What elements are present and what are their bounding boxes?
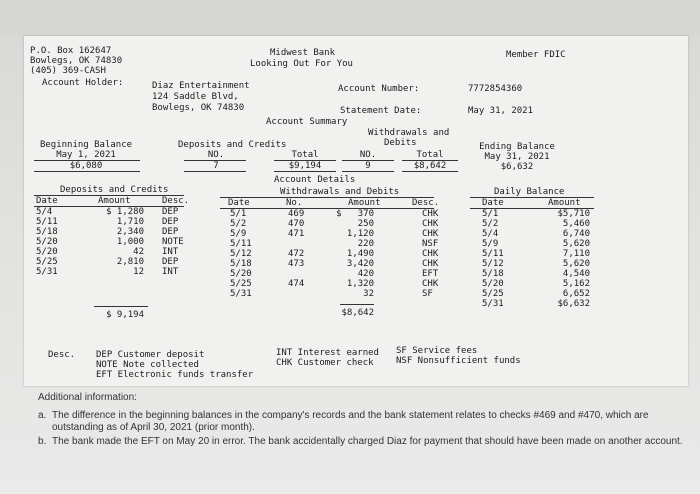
daily-amount-cell: $6,632 — [557, 299, 590, 309]
ending-balance-amount: $6,632 — [500, 162, 534, 172]
bank-address-line2: Bowlegs, OK 74830 — [30, 56, 123, 66]
dep-date-cell: 5/25 — [36, 257, 58, 267]
wd-date-cell: 5/9 — [230, 229, 247, 239]
account-number-label: Account Number: — [338, 84, 420, 94]
dep-desc-cell: DEP — [162, 257, 179, 267]
wd-date-cell: 5/31 — [230, 289, 252, 299]
wd-amount-cell: 3,420 — [346, 259, 374, 269]
wd-no-cell — [288, 239, 318, 249]
legend-eft: EFT Electronic funds transfer — [96, 370, 254, 380]
wd-header-desc: Desc. — [412, 198, 440, 208]
wd-amount-cell: 250 — [357, 219, 374, 229]
wd-no-cell: 472 — [288, 249, 305, 259]
dep-amount-cell: 2,340 — [116, 227, 144, 237]
dep-amount-column — [84, 207, 144, 277]
wd-amount-column — [324, 209, 374, 299]
dep-amount-cell: 1,000 — [116, 237, 144, 247]
daily-date-column — [482, 209, 522, 309]
legend-note: NOTE Note collected — [96, 360, 199, 370]
deposits-details-title: Deposits and Credits — [60, 185, 169, 195]
dep-header-desc: Desc. — [162, 196, 190, 206]
wd-desc-cell: CHK — [422, 279, 439, 289]
wd-desc-cell: CHK — [422, 229, 439, 239]
wd-desc-column — [422, 209, 452, 299]
wd-no-cell — [288, 289, 318, 299]
dep-header-date: Date — [36, 196, 58, 206]
dep-date-cell: 5/20 — [36, 247, 58, 257]
dep-date-cell: 5/4 — [36, 207, 53, 217]
details-title: Account Details — [274, 175, 356, 185]
wd-desc-cell: CHK — [422, 259, 439, 269]
ending-balance-date: May 31, 2021 — [484, 152, 550, 162]
item-b-text: The bank made the EFT on May 20 in error. The bank accidentally charged Diaz for payment that should have been made on another account. — [52, 436, 683, 447]
wd-amount-cell: 32 — [363, 289, 374, 299]
wd-no-cell: 471 — [288, 229, 305, 239]
bank-name: Midwest Bank — [270, 48, 336, 58]
withdrawals-summary-label2: Debits — [384, 138, 417, 148]
wd-amount-cell: $ 370 — [336, 209, 374, 219]
holder-street: 124 Saddle Blvd, — [152, 92, 239, 102]
account-number: 7772854360 — [468, 84, 523, 94]
ending-balance-label: Ending Balance — [479, 142, 555, 152]
daily-date-cell: 5/1 — [482, 209, 499, 219]
daily-amount-cell: 5,460 — [562, 219, 590, 229]
withdrawals-no-line2 — [342, 171, 394, 172]
wd-no-cell: 473 — [288, 259, 305, 269]
item-a-key: a. — [38, 410, 47, 421]
wd-amount-cell: 1,320 — [346, 279, 374, 289]
wd-desc-cell: EFT — [422, 269, 439, 279]
withdrawals-no: 9 — [365, 161, 371, 171]
dep-desc-cell: NOTE — [162, 237, 184, 247]
daily-amount-column — [534, 209, 590, 309]
legend-nsf: NSF Nonsufficient funds — [396, 356, 521, 366]
wd-desc-cell: CHK — [422, 249, 439, 259]
wd-header-amount: Amount — [348, 198, 381, 208]
deposits-no-line2 — [184, 171, 246, 172]
beginning-balance-label: Beginning Balance — [39, 140, 133, 150]
holder-city: Bowlegs, OK 74830 — [152, 103, 245, 113]
dep-desc-cell: INT — [162, 267, 179, 277]
wd-amount-cell: 220 — [357, 239, 374, 249]
daily-amount-cell: 5,620 — [562, 239, 590, 249]
wd-amount-cell: 1,120 — [346, 229, 374, 239]
dep-amount-cell: 1,710 — [116, 217, 144, 227]
wd-date-cell: 5/11 — [230, 239, 252, 249]
additional-information — [24, 392, 688, 448]
wd-desc-cell: CHK — [422, 219, 439, 229]
statement-date-label: Statement Date: — [340, 106, 422, 116]
withdrawals-no-label: NO. — [359, 150, 377, 160]
wd-desc-cell: NSF — [422, 239, 439, 249]
wd-no-cell: 474 — [288, 279, 305, 289]
daily-date-cell: 5/25 — [482, 289, 504, 299]
daily-amount-cell: 7,110 — [562, 249, 590, 259]
dep-date-cell: 5/20 — [36, 237, 58, 247]
item-a-text: The difference in the beginning balances in the company's records and the bank statement relates to checks #469 and #470, which are outstanding as of April 30, 2021 (prior month). — [52, 410, 649, 433]
bank-tagline: Looking Out For You — [250, 59, 353, 69]
legend-label: Desc. — [48, 350, 76, 360]
daily-amount-cell: 6,652 — [562, 289, 590, 299]
dep-desc-cell: DEP — [162, 217, 179, 227]
beginning-underline2 — [34, 171, 140, 172]
daily-amount-cell: $5,710 — [557, 209, 590, 219]
legend-dep: DEP Customer deposit — [96, 350, 205, 360]
withdrawals-summary-label: Withdrawals and — [368, 128, 450, 138]
wd-desc-cell: SF — [422, 289, 433, 299]
statement-date: May 31, 2021 — [468, 106, 534, 116]
dep-desc-cell: DEP — [162, 227, 179, 237]
legend-chk: CHK Customer check — [276, 358, 374, 368]
wd-header-no: No. — [286, 198, 303, 208]
dep-amount-cell: 12 — [133, 267, 144, 277]
wd-date-cell: 5/25 — [230, 279, 252, 289]
dep-total-line — [94, 306, 148, 307]
wd-date-column — [230, 209, 270, 299]
withdrawals-total-line2 — [402, 171, 458, 172]
dep-amount-cell: 2,810 — [116, 257, 144, 267]
daily-amount-cell: 5,162 — [562, 279, 590, 289]
deposits-total-line2 — [274, 171, 336, 172]
additional-heading: Additional information: — [38, 392, 137, 403]
dep-date-cell: 5/31 — [36, 267, 58, 277]
fdic-label: Member FDIC — [506, 50, 566, 60]
daily-date-cell: 5/12 — [482, 259, 504, 269]
deposits-no-label: NO. — [207, 150, 225, 160]
wd-desc-cell: CHK — [422, 209, 439, 219]
bank-phone: (405) 369-CASH — [30, 66, 106, 76]
daily-amount-cell: 5,620 — [562, 259, 590, 269]
daily-date-cell: 5/31 — [482, 299, 504, 309]
wd-date-cell: 5/12 — [230, 249, 252, 259]
dep-date-cell: 5/18 — [36, 227, 58, 237]
dep-header-amount: Amount — [98, 196, 131, 206]
withdrawals-header-line — [220, 197, 434, 198]
dep-amount-cell: $ 1,280 — [106, 207, 144, 217]
daily-date-cell: 5/9 — [482, 239, 499, 249]
wd-date-cell: 5/2 — [230, 219, 247, 229]
wd-no-cell — [288, 269, 318, 279]
bank-address-line1: P.O. Box 162647 — [30, 46, 112, 56]
daily-date-cell: 5/11 — [482, 249, 504, 259]
wd-no-cell: 469 — [288, 209, 305, 219]
summary-title: Account Summary — [266, 117, 348, 127]
bank-statement — [24, 36, 688, 386]
item-b-key: b. — [38, 436, 47, 447]
wd-date-cell: 5/18 — [230, 259, 252, 269]
top-edge — [0, 0, 700, 36]
dep-desc-cell: DEP — [162, 207, 179, 217]
daily-date-cell: 5/20 — [482, 279, 504, 289]
dep-date-column — [36, 207, 76, 277]
withdrawals-total: $8,642 — [413, 161, 447, 171]
withdrawals-details-title: Withdrawals and Debits — [280, 187, 400, 197]
deposits-total-label: Total — [291, 150, 319, 160]
account-holder-label: Account Holder: — [42, 78, 124, 88]
wd-no-cell: 470 — [288, 219, 305, 229]
wd-total: $8,642 — [341, 308, 374, 318]
daily-date-cell: 5/18 — [482, 269, 504, 279]
withdrawals-total-label: Total — [416, 150, 444, 160]
wd-amount-cell: 420 — [357, 269, 374, 279]
legend-int: INT Interest earned — [276, 348, 379, 358]
daily-header-date: Date — [482, 198, 504, 208]
daily-date-cell: 5/4 — [482, 229, 499, 239]
dep-date-cell: 5/11 — [36, 217, 58, 227]
wd-header-date: Date — [228, 198, 250, 208]
wd-total-line — [340, 304, 374, 305]
daily-amount-cell: 4,540 — [562, 269, 590, 279]
daily-balance-title: Daily Balance — [494, 187, 565, 197]
daily-header-amount: Amount — [548, 198, 581, 208]
additional-item-a — [38, 410, 688, 434]
dep-total: $ 9,194 — [106, 310, 144, 320]
deposits-no: 7 — [213, 161, 219, 171]
wd-no-column — [288, 209, 318, 299]
beginning-balance-amount: $6,080 — [69, 161, 103, 171]
dep-desc-column — [162, 207, 202, 277]
daily-amount-cell: 6,740 — [562, 229, 590, 239]
wd-date-cell: 5/1 — [230, 209, 247, 219]
wd-date-cell: 5/20 — [230, 269, 252, 279]
additional-item-b — [38, 436, 688, 448]
holder-name: Diaz Entertainment — [152, 81, 250, 91]
dep-amount-cell: 42 — [133, 247, 144, 257]
legend-sf: SF Service fees — [396, 346, 478, 356]
wd-amount-cell: 1,490 — [346, 249, 374, 259]
deposits-summary-label: Deposits and Credits — [178, 140, 287, 150]
beginning-balance-date: May 1, 2021 — [56, 150, 116, 160]
deposits-total: $9,194 — [288, 161, 322, 171]
daily-date-cell: 5/2 — [482, 219, 499, 229]
dep-desc-cell: INT — [162, 247, 179, 257]
